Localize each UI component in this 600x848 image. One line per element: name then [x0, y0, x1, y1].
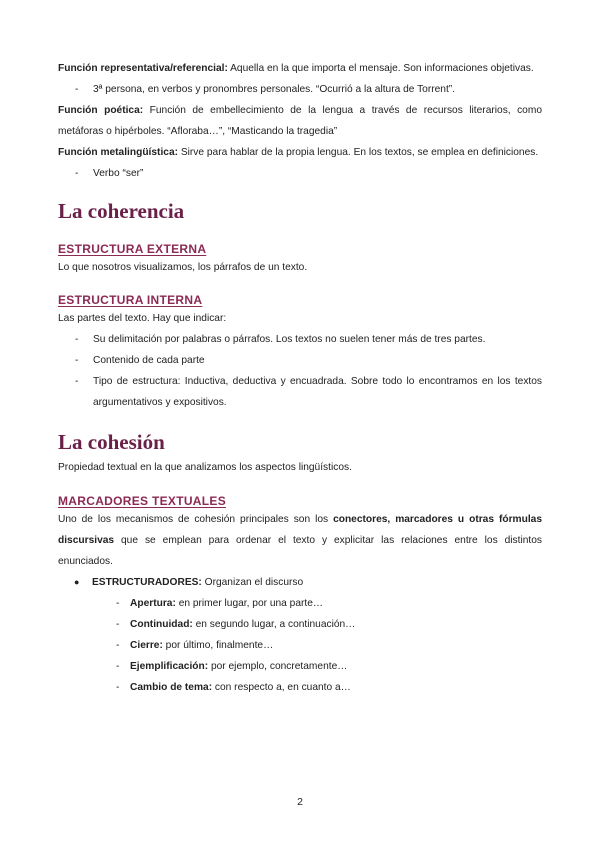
- heading-coherencia: La coherencia: [58, 199, 185, 223]
- list-item: - Contenido de cada parte: [58, 350, 542, 371]
- heading-estructura-externa: ESTRUCTURA EXTERNA: [58, 242, 207, 256]
- sub-list-item: - Apertura: en primer lugar, por una parte…: [58, 593, 542, 614]
- page-number: 2: [297, 796, 303, 808]
- paragraph-funcion-representativa: Función representativa/referencial: Aquella en la que importa el mensaje. Son informaciones objetivas.: [58, 63, 534, 74]
- list-item: - Tipo de estructura: Inductiva, deductiva y encuadrada. Sobre todo lo encontramos en los textos argumentativos y expositivos.: [58, 371, 542, 413]
- paragraph: Lo que nosotros visualizamos, los párrafos de un texto.: [58, 262, 308, 273]
- paragraph-funcion-poetica: Función poética: Función de embellecimiento de la lengua a través de recursos literarios, como metáforas o hipérboles. “Afloraba…”, “Masticando la tragedia”: [58, 105, 543, 137]
- list-item: - 3ª persona, en verbos y pronombres personales. “Ocurrió a la altura de Torrent”.: [58, 79, 542, 100]
- dash-marker: -: [116, 661, 120, 672]
- term: Función poética:: [58, 105, 144, 116]
- sub-list-item: - Cierre: por último, finalmente…: [58, 635, 542, 656]
- dash-marker: -: [116, 640, 120, 651]
- heading-cohesion: La cohesión: [58, 430, 165, 454]
- dash-marker: -: [116, 682, 120, 693]
- sub-list-item: - Ejemplificación: por ejemplo, concretamente…: [58, 656, 542, 677]
- dash-marker: -: [116, 619, 120, 630]
- paragraph-marcadores: Uno de los mecanismos de cohesión principales son los conectores, marcadores u otras fórmulas discursivas que se emplean para ordenar el texto y explicitar las relaciones entre los distintos enunciados.: [58, 514, 542, 567]
- term: Función metalingüística:: [58, 147, 178, 158]
- document-page: [58, 58, 542, 698]
- bullet-marker: ●: [74, 577, 80, 587]
- dash-marker: -: [75, 168, 79, 179]
- list-item: - Su delimitación por palabras o párrafos. Los textos no suelen tener más de tres partes.: [58, 329, 542, 350]
- list-item: - Verbo “ser”: [58, 163, 542, 184]
- sub-list-item: - Continuidad: en segundo lugar, a continuación…: [58, 614, 542, 635]
- dash-marker: -: [116, 598, 120, 609]
- dash-marker: -: [75, 355, 79, 366]
- heading-marcadores-textuales: MARCADORES TEXTUALES: [58, 494, 227, 508]
- paragraph-funcion-metalinguistica: Función metalingüística: Sirve para hablar de la propia lengua. En los textos, se emplea en definiciones.: [58, 147, 539, 158]
- bullet-item-estructuradores: ● ESTRUCTURADORES: Organizan el discurso: [58, 572, 542, 593]
- sub-list-item: - Cambio de tema: con respecto a, en cuanto a…: [58, 677, 542, 698]
- paragraph: Propiedad textual en la que analizamos los aspectos lingüísticos.: [58, 462, 352, 473]
- term: Función representativa/referencial:: [58, 63, 228, 74]
- paragraph: Las partes del texto. Hay que indicar:: [58, 313, 227, 324]
- heading-estructura-interna: ESTRUCTURA INTERNA: [58, 293, 203, 307]
- dash-marker: -: [75, 84, 79, 95]
- dash-marker: -: [75, 376, 79, 387]
- dash-marker: -: [75, 334, 79, 345]
